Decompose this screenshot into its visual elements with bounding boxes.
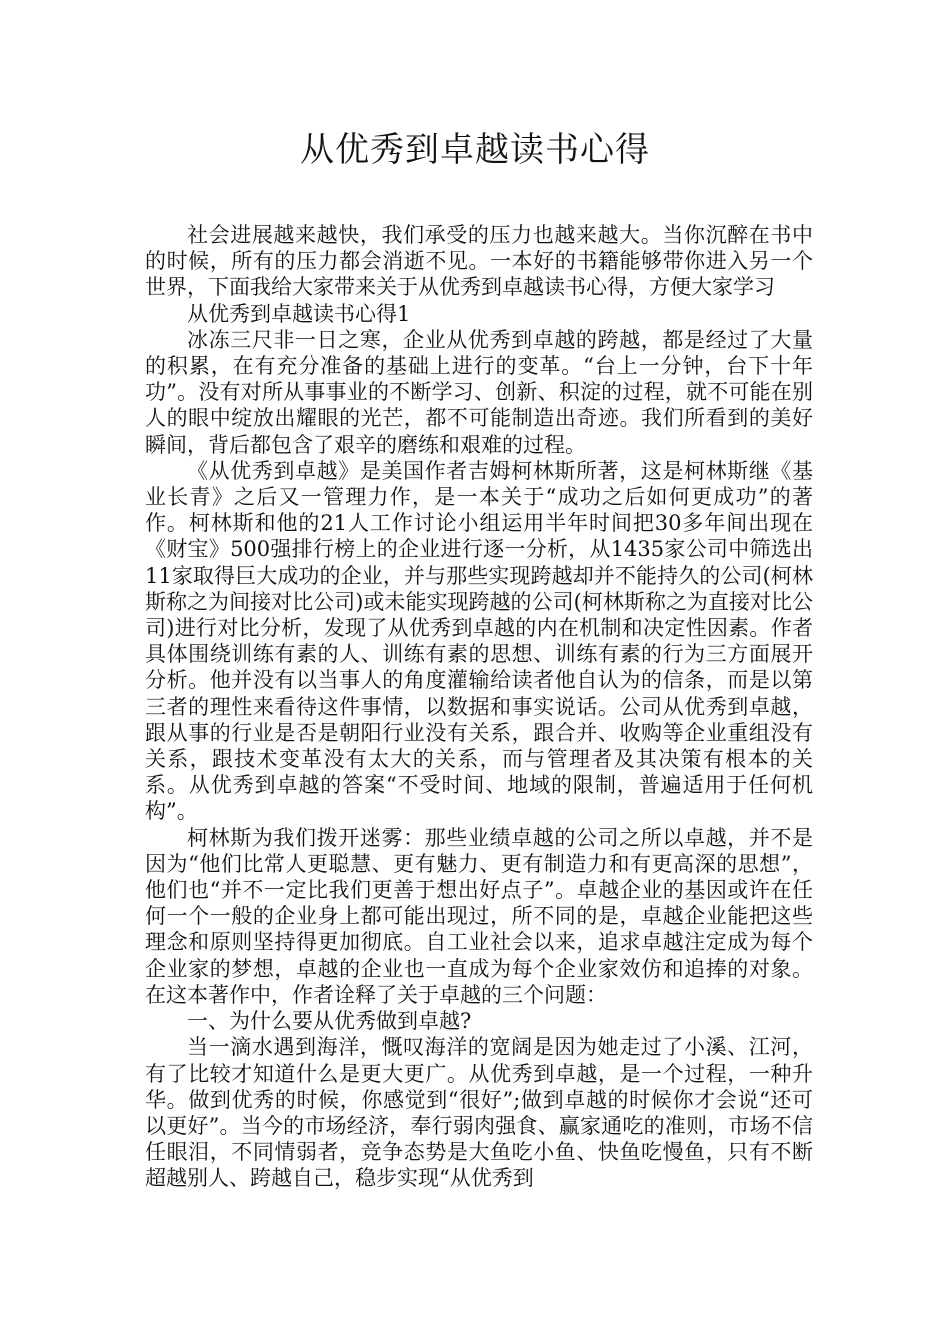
intro-paragraph: 社会进展越来越快，我们承受的压力也越来越大。当你沉醉在书中的时候，所有的压力都会消逝不见。一本好的书籍能够带你进入另一个世界，下面我给大家带来关于从优秀到卓越读书心得，方便大家学习	[145, 223, 813, 300]
question-heading: 一、为什么要从优秀做到卓越?	[187, 1009, 472, 1034]
body-paragraph: 当一滴水遇到海洋，慨叹海洋的宽阔是因为她走过了小溪、江河，有了比较才知道什么是更大更广。从优秀到卓越，是一个过程，一种升华。做到优秀的时候，你感觉到“很好”;做到卓越的时候你才会说“还可以更好”。当今的市场经济，奉行弱肉强食、赢家通吃的准则，市场不信任眼泪，不同情弱者，竞争态势是大鱼吃小鱼、快鱼吃慢鱼，只有不断超越别人、跨越自己，稳步实现“从优秀到	[145, 1035, 813, 1191]
document-body	[145, 222, 813, 1192]
body-paragraph: 冰冻三尺非一日之寒，企业从优秀到卓越的跨越，都是经过了大量的积累，在有充分准备的基础上进行的变革。“台上一分钟，台下十年功”。没有对所从事事业的不断学习、创新、积淀的过程，就不可能在别人的眼中绽放出耀眼的光芒，都不可能制造出奇迹。我们所看到的美好瞬间，背后都包含了艰辛的磨练和艰难的过程。	[145, 327, 813, 457]
body-paragraph: 柯林斯为我们拨开迷雾：那些业绩卓越的公司之所以卓越，并不是因为“他们比常人更聪慧、更有魅力、更有制造力和有更高深的思想”，他们也“并不一定比我们更善于想出好点子”。卓越企业的基因或许在任何一个一般的企业身上都可能出现过，所不同的是，卓越企业能把这些理念和原则坚持得更加彻底。自工业社会以来，追求卓越注定成为每个企业家的梦想，卓越的企业也一直成为每个企业家效仿和追捧的对象。在这本著作中，作者诠释了关于卓越的三个问题：	[145, 825, 813, 1007]
body-paragraph: 《从优秀到卓越》是美国作者吉姆柯林斯所著，这是柯林斯继《基业长青》之后又一管理力作，是一本关于“成功之后如何更成功”的著作。柯林斯和他的21人工作讨论小组运用半年时间把30多年间出现在《财宝》500强排行榜上的企业进行逐一分析，从1435家公司中筛选出11家取得巨大成功的企业，并与那些实现跨越却并不能持久的公司(柯林斯称之为间接对比公司)或未能实现跨越的公司(柯林斯称之为直接对比公司)进行对比分析，发现了从优秀到卓越的内在机制和决定性因素。作者具体围绕训练有素的人、训练有素的思想、训练有素的行为三方面展开分析。他并没有以当事人的角度灌输给读者他自认为的信条，而是以第三者的理性来看待这件事情，以数据和事实说话。公司从优秀到卓越，跟从事的行业是否是朝阳行业没有关系，跟合并、收购等企业重组没有关系，跟技术变革没有太大的关系，而与管理者及其决策有根本的关系。从优秀到卓越的答案“不受时间、地域的限制，普遍适用于任何机构”。	[145, 458, 813, 824]
document-title: 从优秀到卓越读书心得	[300, 130, 650, 170]
section-heading: 从优秀到卓越读书心得1	[187, 301, 411, 326]
